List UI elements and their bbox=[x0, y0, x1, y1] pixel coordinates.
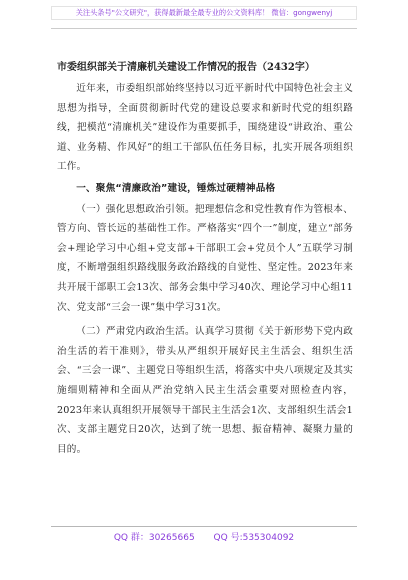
footer-divider bbox=[51, 526, 357, 527]
qq-account-number: QQ 号:535304092 bbox=[213, 533, 295, 543]
subsection-paragraph-2: （二）严肃党内政治生活。认真学习贯彻《关于新形势下党内政治生活的若干准则》，带头从严组织开展好民主生活会、组织生活会、“三会一课”、主题党日等组织生活，将落实中央八项规定及其实施细则精神和全面从严治党纳入民主生活会重要对照检查内容，2023年来认真组织开展领导干部民主生活会1次、支部组织生活会1次、支部主题党日20次，达到了统一思想、振奋精神、凝聚力量的目的。 bbox=[57, 326, 353, 455]
document-body bbox=[57, 62, 353, 459]
subsection-paragraph-1: （一）强化思想政治引领。把理想信念和党性教育作为管根本、管方向、管长远的基础性工作。严格落实“四个一”制度，建立“部务会+理论学习中心组+党支部+干部职工会+党员个人”五联学习制度，不断增强组织路线服务政治路线的自觉性、坚定性。2023年来共开展干部职工会13次、部务会集中学习40次、理论学习中心组11次、党支部“三会一课”集中学习31次。 bbox=[57, 203, 353, 313]
intro-paragraph: 近年来，市委组织部始终坚持以习近平新时代中国特色社会主义思想为指导，全面贯彻新时代党的建设总要求和新时代党的组织路线，把模范“清廉机关”建设作为重要抓手，围绕建设“讲政治、重公道、业务精、作风好”的组工干部队伍任务目标，扎实开展各项组织工作。 bbox=[57, 83, 353, 173]
header-banner: 关注头条号"公文研究"，获得最新最全最专业的公文资料库！ 微信：gongwenyj bbox=[51, 6, 357, 20]
header-divider bbox=[51, 28, 357, 29]
document-title: 市委组织部关于清廉机关建设工作情况的报告（2432字） bbox=[57, 62, 315, 73]
section-heading: 一、聚焦“清廉政治”建设，锤炼过硬精神品格 bbox=[76, 182, 276, 194]
qq-group-number: QQ 群：30265665 bbox=[113, 533, 195, 543]
footer-contact bbox=[0, 532, 408, 544]
